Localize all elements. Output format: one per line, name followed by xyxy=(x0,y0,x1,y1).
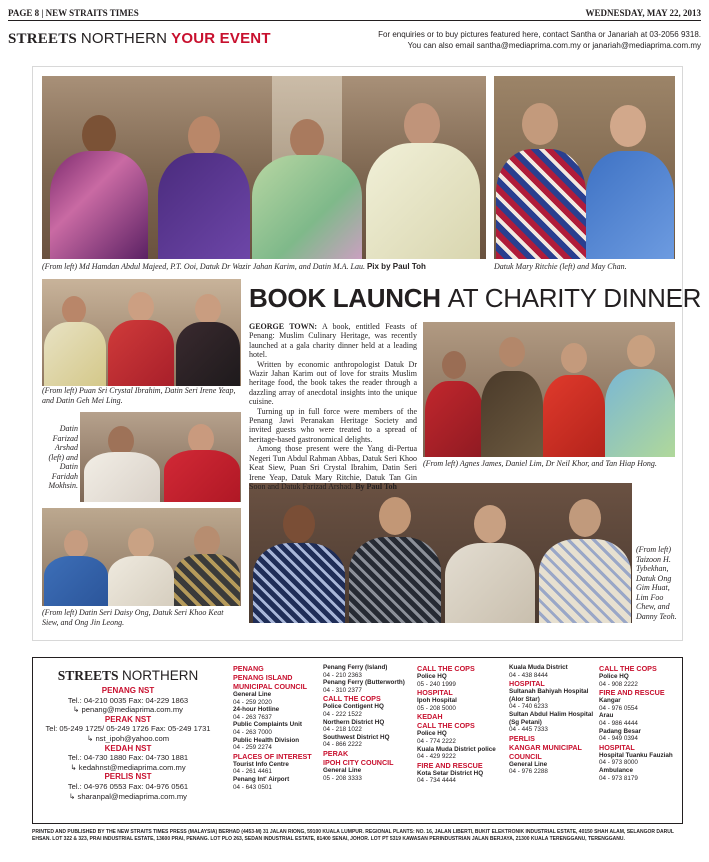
slug-streets: STREETS xyxy=(8,31,77,47)
directory-col-penang: PENANG PENANG ISLAND MUNICIPAL COUNCIL General Line 04 - 259 2020 24-hour Hotline 04 - 263 7637 Public Complaints Unit 04 - 263 7000 Public Health Division 04 - 259 2274 PLACES OF INTEREST Tourist Info Centre 04 - 261 4461 Penang Int' Airport 04 - 643 0501 xyxy=(233,664,312,791)
story-paragraph: Written by economic anthropologist Datuk Dr Wazir Jahan Karim out of love for straits Muslim heritage food, the book takes the reader through a dazzling array of anecdotal insights into the unique cuisine. xyxy=(249,359,417,407)
caption-photo-3: (From left) Puan Sri Crystal Ibrahim, Datin Seri Irene Yeap, and Datin Geh Mei Ling. xyxy=(42,386,236,405)
story-paragraph: GEORGE TOWN: A book, entitled Feasts of Penang: Muslim Culinary Heritage, was recently launched at a gala charity dinner held at a leading hotel. xyxy=(249,322,418,360)
story-credit: By Paul Toh xyxy=(355,481,398,491)
office-penang: PENANG NST xyxy=(101,686,155,695)
kedah-mail[interactable]: ↳ kedahnst@mediaprima.com.my xyxy=(70,762,186,772)
photo-trio-ong[interactable] xyxy=(42,508,241,606)
caption-photo-5: (From left) Agnes James, Daniel Lim, Dr Neil Khor, and Tan Hiap Hong. xyxy=(423,459,657,468)
photo-trio-left[interactable] xyxy=(42,279,241,386)
kedah-tel: Tel.: 04-730 1880 Fax: 04-730 1881 xyxy=(67,753,189,763)
caption-photo-7: (From left) Taizoon H. Tybekhan, Datuk Ong Gim Huat, Lim Foo Chew, and Danny Teoh. xyxy=(636,545,677,621)
penang-tel: Tel.: 04-210 0035 Fax: 04-229 1863 xyxy=(67,695,189,705)
photo-pair-datin[interactable] xyxy=(80,412,241,502)
enquiry-note: For enquiries or to buy pictures featured here, contact Santha or Janariah at 03-2056 9318. You can also email santha@mediaprima.com.my or janariah@mediaprima.com.my xyxy=(378,30,701,50)
directory-brand xyxy=(37,668,219,801)
directory-col-penang-2: Penang Ferry (Island) 04 - 210 2363 Penang Ferry (Butterworth) 04 - 310 2377 CALL THE COPS Police Contigent HQ 04 - 222 1522 Northern District HQ 04 - 218 1022 Southwest District HQ 04 - 866 2222 PERAK IPOH CITY COUNCIL General Line 05 - 208 3333 xyxy=(323,664,405,782)
caption-photo-1 xyxy=(42,262,486,272)
photo-credit: Pix by Paul Toh xyxy=(366,262,426,271)
headline-thin: AT CHARITY DINNER xyxy=(447,283,702,313)
penang-mail[interactable]: ↳ penang@mediaprima.com.my xyxy=(73,705,183,715)
caption-photo-6: (From left) Datin Seri Daisy Ong, Datuk Seri Khoo Keat Siew, and Ong Jin Leong. xyxy=(42,608,224,627)
story-paragraph: Among those present were the Yang di-Pertua Negeri Tun Abdul Rahman Abbas, Datuk Seri Khoo Keat Siew, Puan Sri Crystal Ibrahim, Datin Seri Irene Yeap, Datuk Mary Ritchie, Datuk Tan Gin Soon and Datuk Farizad Arshad. By Paul Toh xyxy=(249,444,417,491)
perak-mail[interactable]: ↳ nst_ipoh@yahoo.com xyxy=(86,733,170,743)
story-paragraph: Turning up in full force were members of the Penang Jawi Peranakan Heritage Society and invited guests who were treated to a spread of heritage-based gastronomical delights. xyxy=(249,406,417,444)
dateline: GEORGE TOWN: xyxy=(249,322,318,331)
perlis-tel: Tel.: 04-976 0553 Fax: 04-976 0561 xyxy=(67,781,189,791)
directory-col-kedah-perlis: Kuala Muda District 04 - 438 8444 HOSPITAL Sultanah Bahiyah Hospital (Alor Star) 04 - 740 6233 Sultan Abdul Halim Hospital (Sg Petani) 04 - 445 7333 PERLIS KANGAR MUNICIPAL COUNCIL General Line 04 - 976 2288 xyxy=(509,664,594,776)
contact-directory xyxy=(32,657,683,824)
photo-group-four[interactable] xyxy=(42,76,486,259)
page-folio xyxy=(8,7,701,21)
office-perlis: PERLIS NST xyxy=(104,772,152,782)
office-kedah: KEDAH NST xyxy=(104,743,152,753)
folio-date: WEDNESDAY, MAY 22, 2013 xyxy=(585,8,701,18)
caption-text: (From left) Md Hamdan Abdul Majeed, P.T. Ooi, Datuk Dr Wazir Jahan Karim, and Datin M.A. Lau. xyxy=(42,262,365,271)
section-slug xyxy=(8,30,271,48)
photo-group-four-men[interactable] xyxy=(249,483,632,623)
perak-tel: Tel: 05-249 1725/ 05-249 1726 Fax: 05-249 1731 xyxy=(45,724,211,734)
story-headline xyxy=(249,283,701,314)
directory-col-perlis: CALL THE COPS Police HQ 04 - 908 2222 FIRE AND RESCUE Kangar 04 - 976 0554 Arau 04 - 986 4444 Padang Besar 04 - 949 0394 HOSPITAL Hospital Tuanku Fauziah 04 - 973 8000 Ambulance 04 - 973 8179 xyxy=(599,664,673,782)
story-body xyxy=(249,322,417,491)
office-perak: PERAK NST xyxy=(104,714,152,724)
imprint-line: PRINTED AND PUBLISHED BY THE NEW STRAITS TIMES PRESS (MALAYSIA) BERHAD (4453-M) 31 JALAN RIONG, 59100 KUALA LUMPUR. REGIONAL PLANTS: NO. 16, JALAN LIBERTI, BUKIT ELEKTRONIK INDUSTRIAL ESTATE, 40150 SHAH ALAM, SELANGOR DARUL EHSAN. LOT 322 & 323, PRAI INDUSTRIAL ESTATE, 13600 PRAI, PENANG. LOT PLO 263, SEDAN INDUSTRIAL ESTATE, 81400 SENAI, JOHOR. LOT PT 5319 KAWASAN PERINDUSTRIAN JALAN BERJAYA, 21300 KUALA TERENGGANU, TERENGGANU. xyxy=(32,829,674,842)
caption-photo-2: Datuk Mary Ritchie (left) and May Chan. xyxy=(494,262,627,271)
headline-bold: BOOK LAUNCH xyxy=(249,283,441,313)
photo-pair[interactable] xyxy=(494,76,675,259)
photo-group-khor[interactable] xyxy=(423,322,675,457)
slug-event: YOUR EVENT xyxy=(171,30,271,47)
perlis-mail[interactable]: ↳ sharanpal@mediaprima.com.my xyxy=(69,791,187,801)
caption-photo-4: Datin Farizad Arshad (left) and Datin Faridah Mokhsin. xyxy=(48,424,78,490)
directory-col-perak-kedah: CALL THE COPS Police HQ 05 - 240 1999 HOSPITAL Ipoh Hospital 05 - 208 5000 KEDAH CALL THE COPS Police HQ 04 - 774 2222 Kuala Muda District police 04 - 429 9222 FIRE AND RESCUE Kota Setar District HQ 04 - 734 4444 xyxy=(417,664,496,785)
slug-northern: NORTHERN xyxy=(80,30,168,47)
folio-left: PAGE 8 | NEW STRAITS TIMES xyxy=(8,8,139,18)
brand-title: STREETS NORTHERN xyxy=(57,668,199,683)
